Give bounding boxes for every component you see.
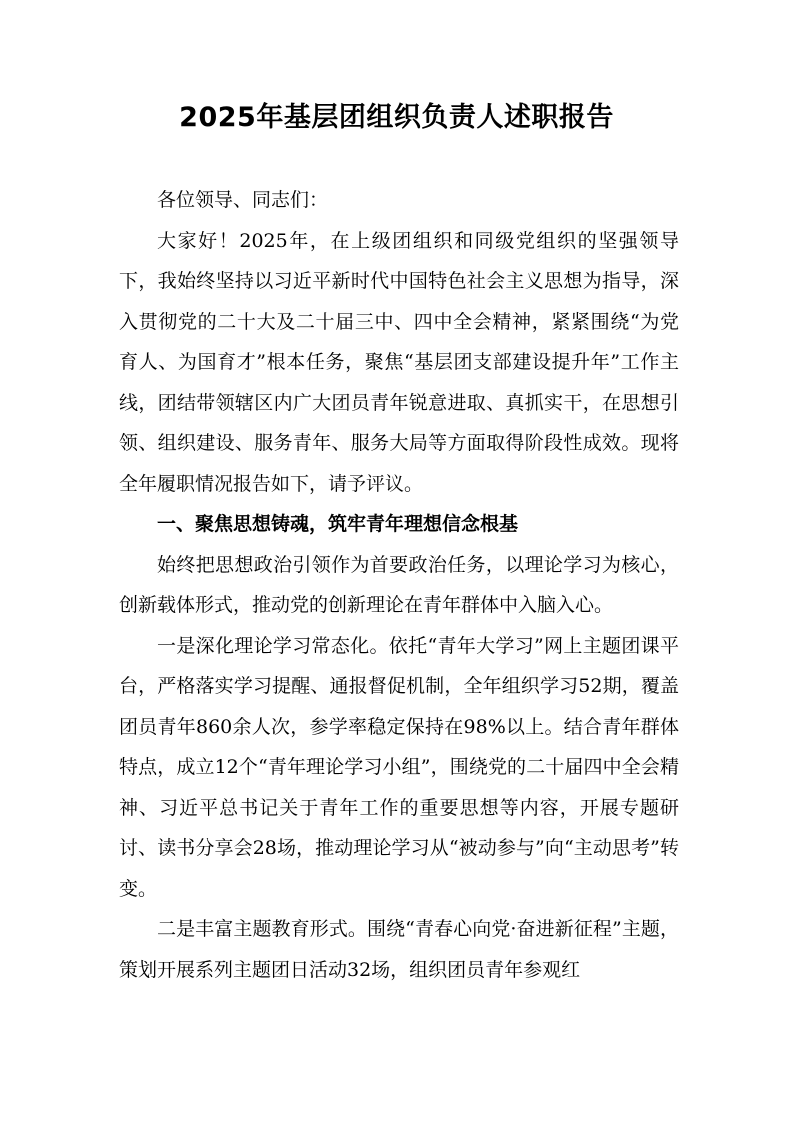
item-2-paragraph: 二是丰富主题教育形式。围绕“青春心向党·奋进新征程”主题，策划开展系列主题团日活动32场，组织团员青年参观红: [119, 918, 679, 981]
document-title: 2025年基层团组织负责人述职报告: [179, 102, 614, 133]
section-heading-1: 一、聚焦思想铸魂，筑牢青年理想信念根基: [157, 513, 519, 535]
item-1-paragraph: 一是深化理论学习常态化。依托“青年大学习”网上主题团课平台，严格落实学习提醒、通报督促机制，全年组织学习52期，覆盖团员青年860余人次，参学率稳定保持在98%以上。结合青年群体特点，成立12个“青年理论学习小组”，围绕党的二十届四中全会精神、习近平总书记关于青年工作的重要思想等内容，开展专题研讨、读书分享会28场，推动理论学习从“被动参与”向“主动思考”转变。: [119, 634, 679, 900]
document-body: [119, 180, 679, 990]
intro-paragraph: 大家好！2025年，在上级团组织和同级党组织的坚强领导下，我始终坚持以习近平新时代中国特色社会主义思想为指导，深入贯彻党的二十大及二十届三中、四中全会精神，紧紧围绕“为党育人、为国育才”根本任务，聚焦“基层团支部建设提升年”工作主线，团结带领辖区内广大团员青年锐意进取、真抓实干，在思想引领、组织建设、服务青年、服务大局等方面取得阶段性成效。现将全年履职情况报告如下，请予评议。: [119, 229, 679, 495]
section-1-intro-paragraph: 始终把思想政治引领作为首要政治任务，以理论学习为核心，创新载体形式，推动党的创新理论在青年群体中入脑入心。: [119, 553, 679, 616]
salutation: 各位领导、同志们：: [157, 189, 329, 211]
